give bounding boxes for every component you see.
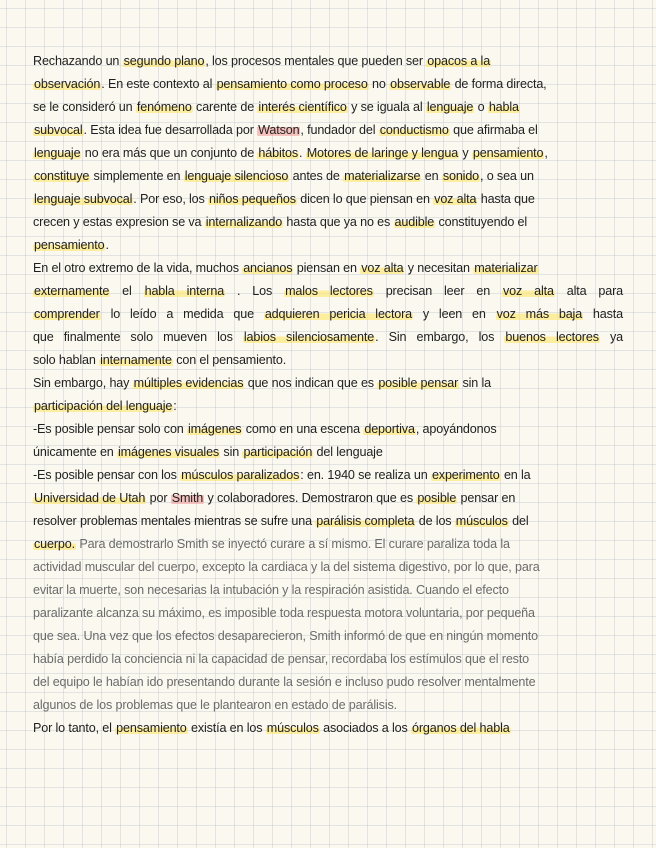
highlighted-text: músculos xyxy=(266,721,319,735)
highlighted-text: subvocal xyxy=(34,123,83,137)
text-line xyxy=(33,579,623,602)
text-line xyxy=(33,50,623,73)
text-segment: y leen en xyxy=(413,307,496,321)
text-segment: y xyxy=(459,146,472,160)
text-line xyxy=(33,188,623,211)
text-segment: Para demostrarlo Smith se inyectó curare a sí mismo. El curare paraliza toda la xyxy=(75,537,510,551)
text-line xyxy=(33,372,623,395)
text-line xyxy=(33,326,623,349)
text-segment: del lenguaje xyxy=(313,445,383,459)
text-segment: y se iguala al xyxy=(347,100,426,114)
highlighted-text: lenguaje silencioso xyxy=(184,169,289,183)
text-segment: ya xyxy=(599,330,623,344)
text-segment: , xyxy=(544,146,548,160)
text-segment: que sea. Una vez que los efectos desaparecieron, Smith informó de que en ningún momento xyxy=(33,629,539,643)
text-segment: , los procesos mentales que pueden ser xyxy=(205,54,427,68)
highlighted-text: sonido xyxy=(442,169,480,183)
highlighted-text: músculos xyxy=(455,514,508,528)
text-segment: asociados a los xyxy=(319,721,412,735)
text-segment: crecen y estas expresion se va xyxy=(33,215,205,229)
text-line xyxy=(33,671,623,694)
text-segment: -Es posible pensar con los xyxy=(33,468,181,482)
highlighted-text: habla xyxy=(488,100,519,114)
highlighted-text: lenguaje xyxy=(34,146,81,160)
highlighted-text: experimento xyxy=(431,468,500,482)
text-segment: dicen lo que piensan en xyxy=(296,192,434,206)
text-segment: piensan en xyxy=(293,261,361,275)
text-segment: -Es posible pensar solo con xyxy=(33,422,188,436)
text-segment: hasta que xyxy=(477,192,535,206)
highlighted-text: múltiples evidencias xyxy=(133,376,244,390)
text-line xyxy=(33,694,623,717)
highlighted-text: internamente xyxy=(100,353,172,367)
highlighted-text: fenómeno xyxy=(136,100,192,114)
highlighted-text: materializarse xyxy=(344,169,421,183)
text-line xyxy=(33,257,623,280)
highlighted-text: participación del lenguaje xyxy=(34,399,173,413)
highlighted-text: Universidad de Utah xyxy=(34,491,146,505)
text-segment: precisan leer en xyxy=(373,284,503,298)
text-line xyxy=(33,510,623,533)
highlighted-text: observable xyxy=(390,77,451,91)
text-segment: del equipo le habían ido presentando durante la sesión e incluso pudo resolver mentalmente xyxy=(33,675,536,689)
highlighted-text: constituye xyxy=(34,169,90,183)
text-segment: en la xyxy=(500,468,531,482)
text-line xyxy=(33,142,623,165)
text-segment: el xyxy=(110,284,144,298)
text-segment: algunos de los problemas que le plantearon en estado de parálisis. xyxy=(33,698,397,712)
highlighted-text: parálisis completa xyxy=(316,514,415,528)
text-segment: sin xyxy=(220,445,243,459)
highlighted-text: malos lectores xyxy=(285,284,373,298)
text-segment: evitar la muerte, son necesarias la intubación y la respiración asistida. Cuando el efecto xyxy=(33,583,509,597)
highlighted-text: pensamiento xyxy=(34,238,105,252)
text-segment: , apoyándonos xyxy=(415,422,497,436)
text-line xyxy=(33,648,623,671)
text-segment: y necesitan xyxy=(404,261,474,275)
highlighted-text: adquieren pericia lectora xyxy=(264,307,413,321)
text-segment: antes de xyxy=(289,169,344,183)
highlighted-text: voz alta xyxy=(503,284,554,298)
text-segment: se le consideró un xyxy=(33,100,136,114)
highlighted-text: pensamiento xyxy=(472,146,544,160)
text-segment: . Sin embargo, los xyxy=(375,330,505,344)
text-segment: con el pensamiento. xyxy=(172,353,287,367)
text-line xyxy=(33,556,623,579)
text-segment: actividad muscular del cuerpo, excepto la cardiaca y la del sistema digestivo, por lo que, para xyxy=(33,560,540,574)
highlighted-text: Smith xyxy=(171,491,204,505)
highlighted-text: voz más baja xyxy=(496,307,583,321)
text-line xyxy=(33,211,623,234)
highlighted-text: órganos del habla xyxy=(412,721,510,735)
text-segment: , o sea un xyxy=(480,169,534,183)
text-line xyxy=(33,625,623,648)
text-line xyxy=(33,395,623,418)
text-line xyxy=(33,717,623,740)
text-segment: hasta que ya no es xyxy=(283,215,394,229)
highlighted-text: Watson xyxy=(258,123,300,137)
text-segment: o xyxy=(474,100,488,114)
highlighted-text: músculos paralizados xyxy=(181,468,300,482)
highlighted-text: imágenes visuales xyxy=(118,445,220,459)
highlighted-text: posible pensar xyxy=(378,376,459,390)
text-segment: . xyxy=(298,146,306,160)
text-segment: lo leído a medida que xyxy=(100,307,264,321)
text-segment: Por lo tanto, el xyxy=(33,721,116,735)
text-segment: Rechazando un xyxy=(33,54,123,68)
highlighted-text: internalizando xyxy=(205,215,283,229)
text-line xyxy=(33,487,623,510)
highlighted-text: cuerpo. xyxy=(34,537,75,551)
text-line xyxy=(33,418,623,441)
text-segment: no xyxy=(368,77,390,91)
text-line xyxy=(33,165,623,188)
text-segment: hasta xyxy=(583,307,623,321)
text-segment: . Los xyxy=(225,284,285,298)
text-segment: . Por eso, los xyxy=(133,192,209,206)
highlighted-text: audible xyxy=(394,215,435,229)
text-line xyxy=(33,96,623,119)
text-segment: había perdido la conciencia ni la capacidad de pensar, recordaba los estímulos que el resto xyxy=(33,652,530,666)
highlighted-text: segundo plano xyxy=(123,54,205,68)
highlighted-text: lenguaje subvocal xyxy=(34,192,133,206)
highlighted-text: voz alta xyxy=(361,261,404,275)
highlighted-text: deportiva xyxy=(364,422,415,436)
text-line xyxy=(33,464,623,487)
highlighted-text: niños pequeños xyxy=(209,192,296,206)
text-segment: por xyxy=(146,491,171,505)
text-segment: únicamente en xyxy=(33,445,118,459)
text-segment: alta para xyxy=(554,284,624,298)
highlighted-text: imágenes xyxy=(188,422,242,436)
highlighted-text: posible xyxy=(417,491,457,505)
text-segment: y colaboradores. Demostraron que es xyxy=(204,491,417,505)
text-segment: constituyendo el xyxy=(435,215,528,229)
highlighted-text: labios silenciosamente xyxy=(243,330,375,344)
text-segment: no era más que un conjunto de xyxy=(81,146,258,160)
text-segment: sin la xyxy=(459,376,491,390)
text-segment: : xyxy=(173,399,177,413)
text-segment: que finalmente solo mueven los xyxy=(33,330,243,344)
text-line xyxy=(33,533,623,556)
highlighted-text: pensamiento como proceso xyxy=(216,77,368,91)
text-line xyxy=(33,602,623,625)
highlighted-text: externamente xyxy=(34,284,110,298)
text-segment: carente de xyxy=(192,100,258,114)
text-segment: de forma directa, xyxy=(451,77,547,91)
highlighted-text: lenguaje xyxy=(426,100,474,114)
text-segment: . En este contexto al xyxy=(101,77,216,91)
text-line xyxy=(33,441,623,464)
text-line xyxy=(33,303,623,326)
text-line xyxy=(33,119,623,142)
text-line xyxy=(33,234,623,257)
highlighted-text: conductismo xyxy=(379,123,449,137)
highlighted-text: comprender xyxy=(34,307,100,321)
document-body xyxy=(33,50,623,740)
text-segment: : en. 1940 se realiza un xyxy=(300,468,431,482)
highlighted-text: voz alta xyxy=(434,192,477,206)
highlighted-text: observación xyxy=(34,77,101,91)
text-segment: de los xyxy=(415,514,455,528)
highlighted-text: materializar xyxy=(474,261,538,275)
text-segment: del xyxy=(508,514,529,528)
highlighted-text: buenos lectores xyxy=(505,330,599,344)
text-line xyxy=(33,280,623,303)
highlighted-text: ancianos xyxy=(243,261,293,275)
text-segment: resolver problemas mentales mientras se sufre una xyxy=(33,514,316,528)
text-segment: existía en los xyxy=(187,721,266,735)
highlighted-text: interés científico xyxy=(258,100,347,114)
highlighted-text: opacos a la xyxy=(427,54,491,68)
highlighted-text: hábitos xyxy=(258,146,298,160)
text-segment: simplemente en xyxy=(90,169,184,183)
highlighted-text: habla interna xyxy=(144,284,225,298)
text-segment: , fundador del xyxy=(300,123,379,137)
text-segment: que afirmaba el xyxy=(449,123,538,137)
highlighted-text: pensamiento xyxy=(116,721,187,735)
highlighted-text: Motores de laringe y lengua xyxy=(306,146,459,160)
text-segment: . xyxy=(105,238,109,252)
text-segment: Sin embargo, hay xyxy=(33,376,133,390)
highlighted-text: participación xyxy=(243,445,313,459)
text-segment: paralizante alcanza su máximo, es imposible toda respuesta motora voluntaria, por pequeña xyxy=(33,606,535,620)
text-segment: . Esta idea fue desarrollada por xyxy=(83,123,258,137)
text-segment: en xyxy=(421,169,442,183)
text-line xyxy=(33,73,623,96)
text-segment: pensar en xyxy=(457,491,516,505)
text-segment: solo hablan xyxy=(33,353,100,367)
text-line xyxy=(33,349,623,372)
text-segment: como en una escena xyxy=(242,422,364,436)
text-segment: que nos indican que es xyxy=(244,376,378,390)
text-segment: En el otro extremo de la vida, muchos xyxy=(33,261,243,275)
